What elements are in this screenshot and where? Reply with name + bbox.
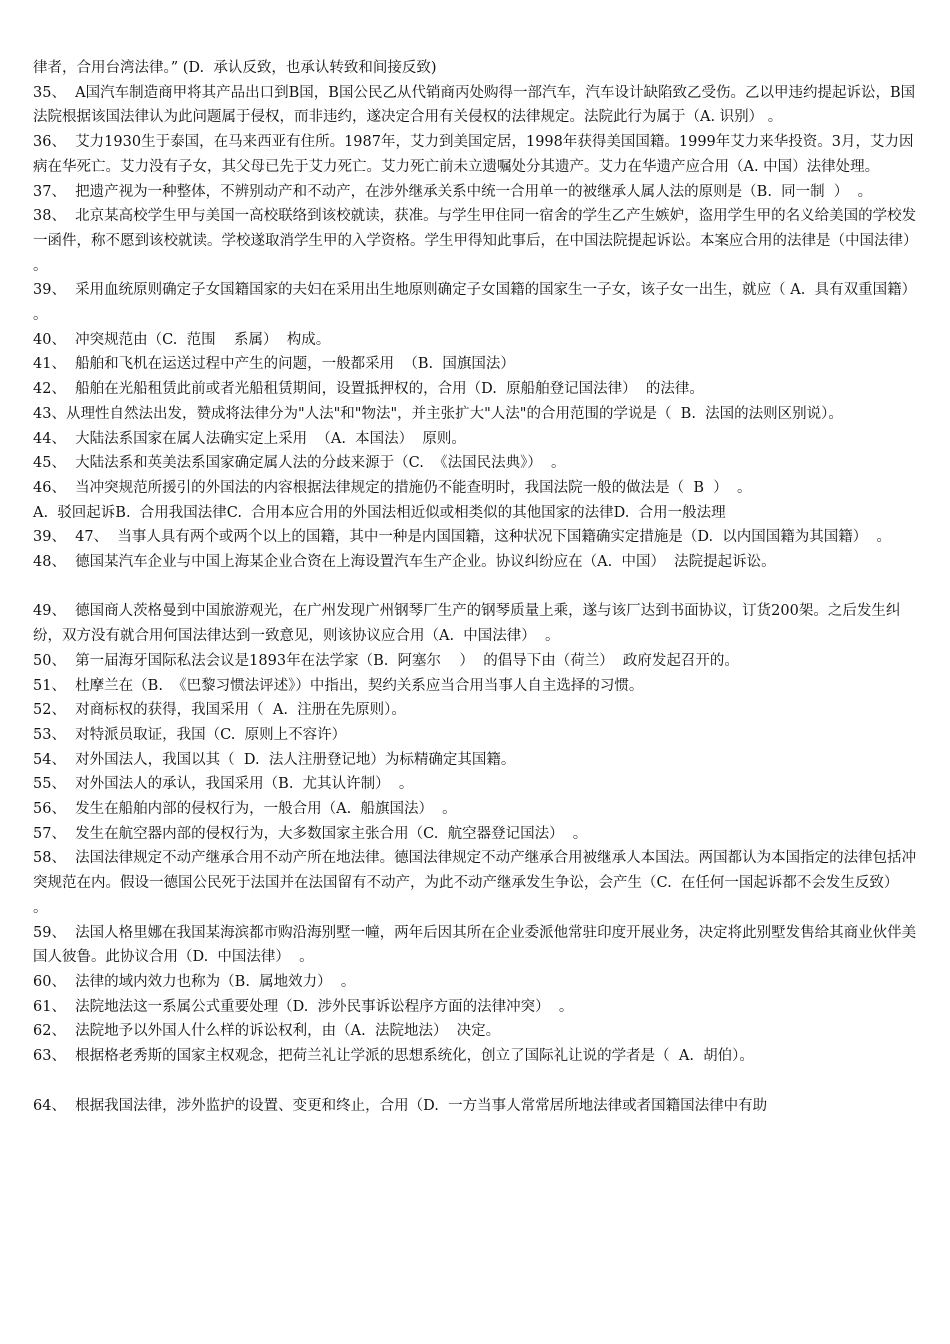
question-paragraph: 58、 法国法律规定不动产继承合用不动产所在地法律。德国法律规定不动产继承合用被继承人本国法。两国都认为本国指定的法律包括冲突规范在内。假设一德国公民死于法国并在法国留有不动产，为此不动产继承发生争讼，会产生（C. 在任何一国起诉都不会发生反致） 。 xyxy=(33,850,917,916)
question-paragraph: 40、 冲突规范由（C. 范围 系属） 构成。 xyxy=(33,331,331,348)
question-paragraph: 62、 法院地予以外国人什么样的诉讼权利，由（A. 法院地法） 决定。 xyxy=(33,1023,501,1040)
question-paragraph: 42、 船舶在光船租赁此前或者光船租赁期间，设置抵押权的，合用（D. 原船舶登记国法律） 的法律。 xyxy=(33,381,704,398)
blank-line xyxy=(33,1069,919,1094)
document-page xyxy=(33,56,927,1118)
question-paragraph: 60、 法律的域内效力也称为（B. 属地效力） 。 xyxy=(33,974,356,990)
question-paragraph: 36、 艾力1930生于泰国，在马来西亚有住所。1987年，艾力到美国定居，1998年获得美国国籍。1999年艾力来华投资。3月，艾力因病在华死亡。艾力没有子女，其父母已先于艾力死亡。艾力死亡前未立遗嘱处分其遗产。艾力在华遗产应合用（A. 中国）法律处理。 xyxy=(33,134,914,175)
question-paragraph: 45、 大陆法系和英美法系国家确定属人法的分歧来源于（C. 《法国民法典》） 。 xyxy=(33,455,566,472)
question-paragraph: 48、 德国某汽车企业与中国上海某企业合资在上海设置汽车生产企业。协议纠纷应在（A. 中国） 法院提起诉讼。 xyxy=(33,554,776,571)
question-paragraph: 61、 法院地法这一系属公式重要处理（D. 涉外民事诉讼程序方面的法律冲突） 。 xyxy=(33,998,574,1015)
question-paragraph: 37、 把遗产视为一种整体，不辨别动产和不动产，在涉外继承关系中统一合用单一的被继承人属人法的原则是（B. 同一制 ） 。 xyxy=(33,183,873,200)
question-paragraph: 46、 当冲突规范所援引的外国法的内容根据法律规定的措施仍不能查明时，我国法院一般的做法是（ B ） 。 xyxy=(33,479,752,496)
question-paragraph: 54、 对外国法人，我国以其（ D. 法人注册登记地）为标精确定其国籍。 xyxy=(33,751,516,768)
question-paragraph: 53、 对特派员取证，我国（C. 原则上不容许） xyxy=(33,726,347,743)
question-paragraph: A. 驳回起诉B. 合用我国法律C. 合用本应合用的外国法相近似或相类似的其他国家的法律D. 合用一般法理 xyxy=(33,504,726,521)
question-paragraph: 35、 A国汽车制造商甲将其产品出口到B国，B国公民乙从代销商丙处购得一部汽车，汽车设计缺陷致乙受伤。乙以甲违约提起诉讼，B国法院根据该国法律认为此问题属于侵权，而非违约，遂决定合用有关侵权的法律规定。法院此行为属于（A. 识别） 。 xyxy=(33,84,916,126)
question-paragraph: 38、 北京某高校学生甲与美国一高校联络到该校就读，获准。与学生甲住同一宿舍的学生乙产生嫉妒，盗用学生甲的名义给美国的学校发一函件，称不愿到该校就读。学校遂取消学生甲的入学资格。学生甲得知此事后，在中国法院提起诉讼。本案应合用的法律是（中国法律） 。 xyxy=(33,208,927,274)
question-paragraph: 63、 根据格老秀斯的国家主权观念，把荷兰礼让学派的思想系统化，创立了国际礼让说的学者是（ A. 胡伯）。 xyxy=(33,1048,754,1065)
question-paragraph: 49、 德国商人茨格曼到中国旅游观光，在广州发现广州钢琴厂生产的钢琴质量上乘，遂与该厂达到书面协议，订货200架。之后发生纠纷，双方没有就合用何国法律达到一致意见，则该协议应合用（A. 中国法律） 。 xyxy=(33,603,901,645)
question-paragraph: 55、 对外国法人的承认，我国采用（B. 尤其认许制） 。 xyxy=(33,776,414,793)
question-paragraph: 43、从理性自然法出发，赞成将法律分为"人法"和"物法"，并主张扩大"人法"的合用范围的学说是（ B. 法国的法则区别说）。 xyxy=(33,405,843,422)
blank-line xyxy=(33,575,919,600)
question-paragraph: 41、 船舶和飞机在运送过程中产生的问题，一般都采用 （B. 国旗国法） xyxy=(33,356,515,373)
question-paragraph: 39、 采用血统原则确定子女国籍国家的夫妇在采用出生地原则确定子女国籍的国家生一子女，该子女一出生，就应（ A. 具有双重国籍） 。 xyxy=(33,282,926,324)
question-paragraph: 56、 发生在船舶内部的侵权行为，一般合用（A. 船旗国法） 。 xyxy=(33,801,457,818)
question-paragraph: 52、 对商标权的获得，我国采用（ A. 注册在先原则）。 xyxy=(33,702,406,719)
question-paragraph: 59、 法国人格里娜在我国某海滨都市购沿海别墅一幢，两年后因其所在企业委派他常驻印度开展业务，决定将此别墅发售给其商业伙伴美国人彼鲁。此协议合用（D. 中国法律） 。 xyxy=(33,924,917,966)
question-paragraph: 44、 大陆法系国家在属人法确实定上采用 （A. 本国法） 原则。 xyxy=(33,430,466,447)
question-paragraph: 50、 第一届海牙国际私法会议是1893年在法学家（B. 阿塞尔 ） 的倡导下由（荷兰） 政府发起召开的。 xyxy=(33,652,739,669)
question-paragraph: 64、 根据我国法律，涉外监护的设置、变更和终止，合用（D. 一方当事人常常居所地法律或者国籍国法律中有助 xyxy=(33,1097,768,1114)
question-paragraph: 51、 杜摩兰在（B. 《巴黎习惯法评述》）中指出，契约关系应当合用当事人自主选择的习惯。 xyxy=(33,677,644,694)
question-paragraph: 57、 发生在航空器内部的侵权行为，大多数国家主张合用（C. 航空器登记国法） 。 xyxy=(33,825,588,842)
question-paragraph: 39、 47、 当事人具有两个或两个以上的国籍，其中一种是内国国籍，这种状况下国籍确实定措施是（D. 以内国国籍为其国籍） 。 xyxy=(33,529,891,546)
question-paragraph: 律者，合用台湾法律。” (D. 承认反致，也承认转致和间接反致) xyxy=(33,60,437,76)
